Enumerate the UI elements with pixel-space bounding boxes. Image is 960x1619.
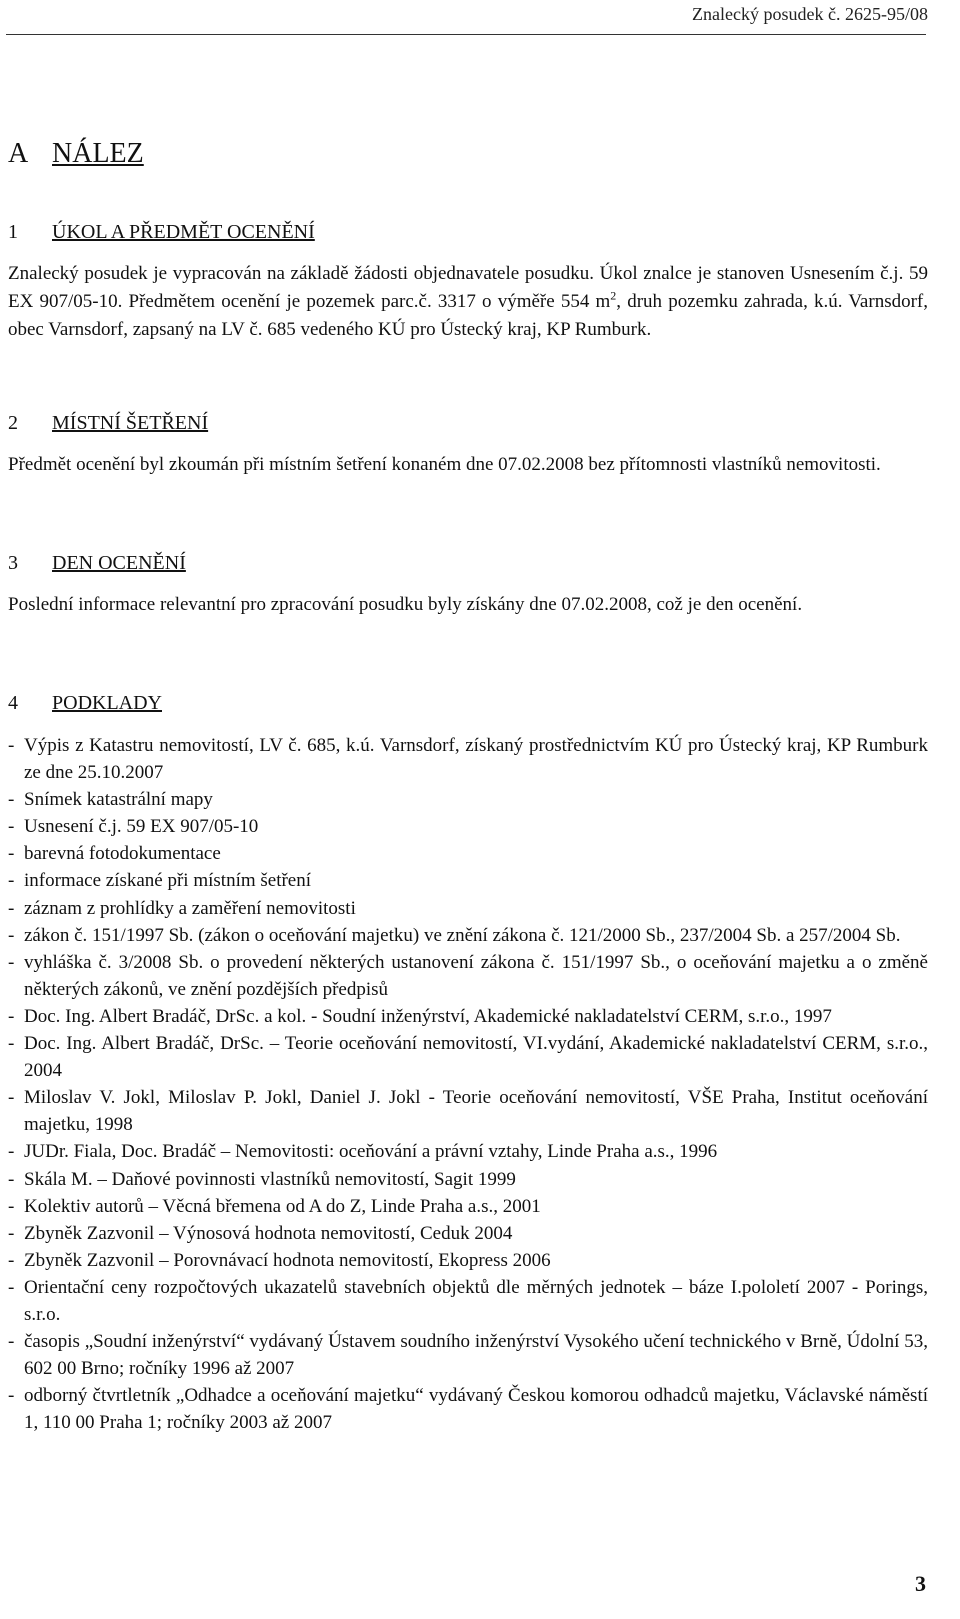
section-number: 1 — [8, 221, 18, 243]
list-bullet: - — [8, 870, 15, 892]
list-item — [8, 1003, 928, 1030]
section-number: 4 — [8, 692, 18, 714]
reference-text: časopis „Soudní inženýrství“ vydávaný Ústavem soudního inženýrství Vysokého učení technického v Brně, Údolní 53, 602 00 Brno; ročníky 1996 až 2007 — [24, 1331, 928, 1380]
list-bullet: - — [8, 816, 15, 838]
section-1-text-part: , druh pozemku zahrada, k.ú. Varnsdorf, obec Varnsdorf, zapsaný na LV č. 685 vedeného KÚ pro Ústecký kraj, KP Rumburk. — [8, 291, 928, 340]
reference-text: Doc. Ing. Albert Bradáč, DrSc. a kol. - Soudní inženýrství, Akademické nakladatelství CERM, s.r.o., 1997 — [24, 1005, 832, 1027]
section-2-text: Předmět ocenění byl zkoumán při místním šetření konaném dne 07.02.2008 bez přítomnosti vlastníků nemovitosti. — [8, 454, 881, 475]
reference-text: odborný čtvrtletník „Odhadce a oceňování majetku“ vydávaný Českou komorou odhadců majetku, Václavské náměstí 1, 110 00 Praha 1; ročníky 2003 až 2007 — [24, 1385, 928, 1434]
list-item — [8, 1382, 928, 1436]
section-title: ÚKOL A PŘEDMĚT OCENĚNÍ — [52, 221, 315, 243]
list-bullet: - — [8, 1249, 15, 1271]
list-bullet: - — [8, 924, 15, 946]
section-title: PODKLADY — [52, 692, 162, 714]
list-bullet: - — [8, 1033, 15, 1055]
list-bullet: - — [8, 951, 15, 973]
reference-text: Skála M. – Daňové povinnosti vlastníků nemovitostí, Sagit 1999 — [24, 1168, 516, 1190]
list-bullet: - — [8, 789, 15, 811]
list-bullet: - — [8, 1168, 15, 1190]
list-item — [8, 949, 928, 1003]
reference-text: informace získané při místním šetření — [24, 870, 312, 892]
list-bullet: - — [8, 1385, 15, 1407]
list-bullet: - — [8, 735, 15, 756]
reference-text: Výpis z Katastru nemovitostí, LV č. 685, k.ú. Varnsdorf, získaný prostřednictvím KÚ pro Ústecký kraj, KP Rumburk ze dne 25.10.2007 — [24, 735, 928, 784]
references-list — [8, 732, 928, 1436]
list-item — [8, 867, 928, 894]
list-item — [8, 786, 928, 813]
list-item — [8, 1328, 928, 1382]
list-bullet: - — [8, 1087, 15, 1109]
list-item — [8, 1166, 928, 1193]
list-item — [8, 1247, 928, 1274]
list-item — [8, 1138, 928, 1165]
section-heading-4 — [8, 692, 162, 715]
reference-text: JUDr. Fiala, Doc. Bradáč – Nemovitosti: oceňování a právní vztahy, Linde Praha a.s., 1996 — [24, 1141, 718, 1163]
reference-text: Snímek katastrální mapy — [24, 789, 213, 811]
section-heading-1 — [8, 221, 315, 244]
reference-text: Miloslav V. Jokl, Miloslav P. Jokl, Daniel J. Jokl - Teorie oceňování nemovitostí, VŠE Praha, Institut oceňování majetku, 1998 — [24, 1087, 928, 1136]
list-item — [8, 1274, 928, 1328]
list-bullet: - — [8, 1331, 15, 1353]
header-divider — [6, 34, 926, 35]
list-bullet: - — [8, 1005, 15, 1027]
reference-text: Doc. Ing. Albert Bradáč, DrSc. – Teorie oceňování nemovitostí, VI.vydání, Akademické nakladatelství CERM, s.r.o., 2004 — [24, 1033, 928, 1082]
reference-text: zákon č. 151/1997 Sb. (zákon o oceňování majetku) ve znění zákona č. 121/2000 Sb., 237/2004 Sb. a 257/2004 Sb. — [24, 924, 901, 946]
list-bullet: - — [8, 897, 15, 919]
list-item — [8, 1193, 928, 1220]
section-title: MÍSTNÍ ŠETŘENÍ — [52, 412, 209, 434]
list-bullet: - — [8, 1195, 15, 1217]
part-letter: A — [8, 138, 29, 169]
list-bullet: - — [8, 1141, 15, 1163]
superscript: 2 — [610, 288, 617, 303]
reference-text: Zbyněk Zazvonil – Porovnávací hodnota nemovitostí, Ekopress 2006 — [24, 1249, 551, 1271]
part-title: NÁLEZ — [52, 138, 144, 169]
section-heading-2 — [8, 412, 208, 435]
page-number: 3 — [915, 1571, 926, 1596]
section-number: 2 — [8, 412, 18, 434]
reference-text: barevná fotodokumentace — [24, 843, 221, 865]
reference-text: záznam z prohlídky a zaměření nemovitosti — [24, 897, 356, 919]
list-item — [8, 922, 928, 949]
section-heading-3 — [8, 552, 186, 575]
section-3-text: Poslední informace relevantní pro zpracování posudku byly získány dne 07.02.2008, což je den ocenění. — [8, 594, 803, 615]
reference-text: Kolektiv autorů – Věcná břemena od A do Z, Linde Praha a.s., 2001 — [24, 1195, 541, 1217]
reference-text: Usnesení č.j. 59 EX 907/05-10 — [24, 816, 259, 838]
section-title: DEN OCENĚNÍ — [52, 552, 186, 574]
reference-text: vyhláška č. 3/2008 Sb. o provedení některých ustanovení zákona č. 151/1997 Sb., o oceňování majetku a o změně některých zákonů, ve znění pozdějších předpisů — [24, 951, 928, 1000]
list-item — [8, 840, 928, 867]
list-item — [8, 813, 928, 840]
list-bullet: - — [8, 843, 15, 865]
document-reference: Znalecký posudek č. 2625-95/08 — [692, 4, 928, 24]
list-item — [8, 732, 928, 786]
part-heading — [8, 138, 144, 170]
list-bullet: - — [8, 1276, 15, 1298]
reference-text: Zbyněk Zazvonil – Výnosová hodnota nemovitostí, Ceduk 2004 — [24, 1222, 513, 1244]
list-item — [8, 1084, 928, 1138]
section-1-text — [8, 260, 928, 344]
section-1-text-part: Znalecký posudek je vypracován na základě žádosti objednavatele posudku. Úkol znalce je stanoven Usnesením č.j. 59 EX 907/05-10. Předmětem ocenění je pozemek parc.č. 3317 o výměře 554 m — [8, 263, 928, 312]
section-number: 3 — [8, 552, 18, 574]
list-item — [8, 895, 928, 922]
list-item — [8, 1220, 928, 1247]
list-item — [8, 1030, 928, 1084]
list-bullet: - — [8, 1222, 15, 1244]
reference-text: Orientační ceny rozpočtových ukazatelů stavebních objektů dle měrných jednotek – báze I.pololetí 2007 - Porings, s.r.o. — [24, 1276, 928, 1325]
